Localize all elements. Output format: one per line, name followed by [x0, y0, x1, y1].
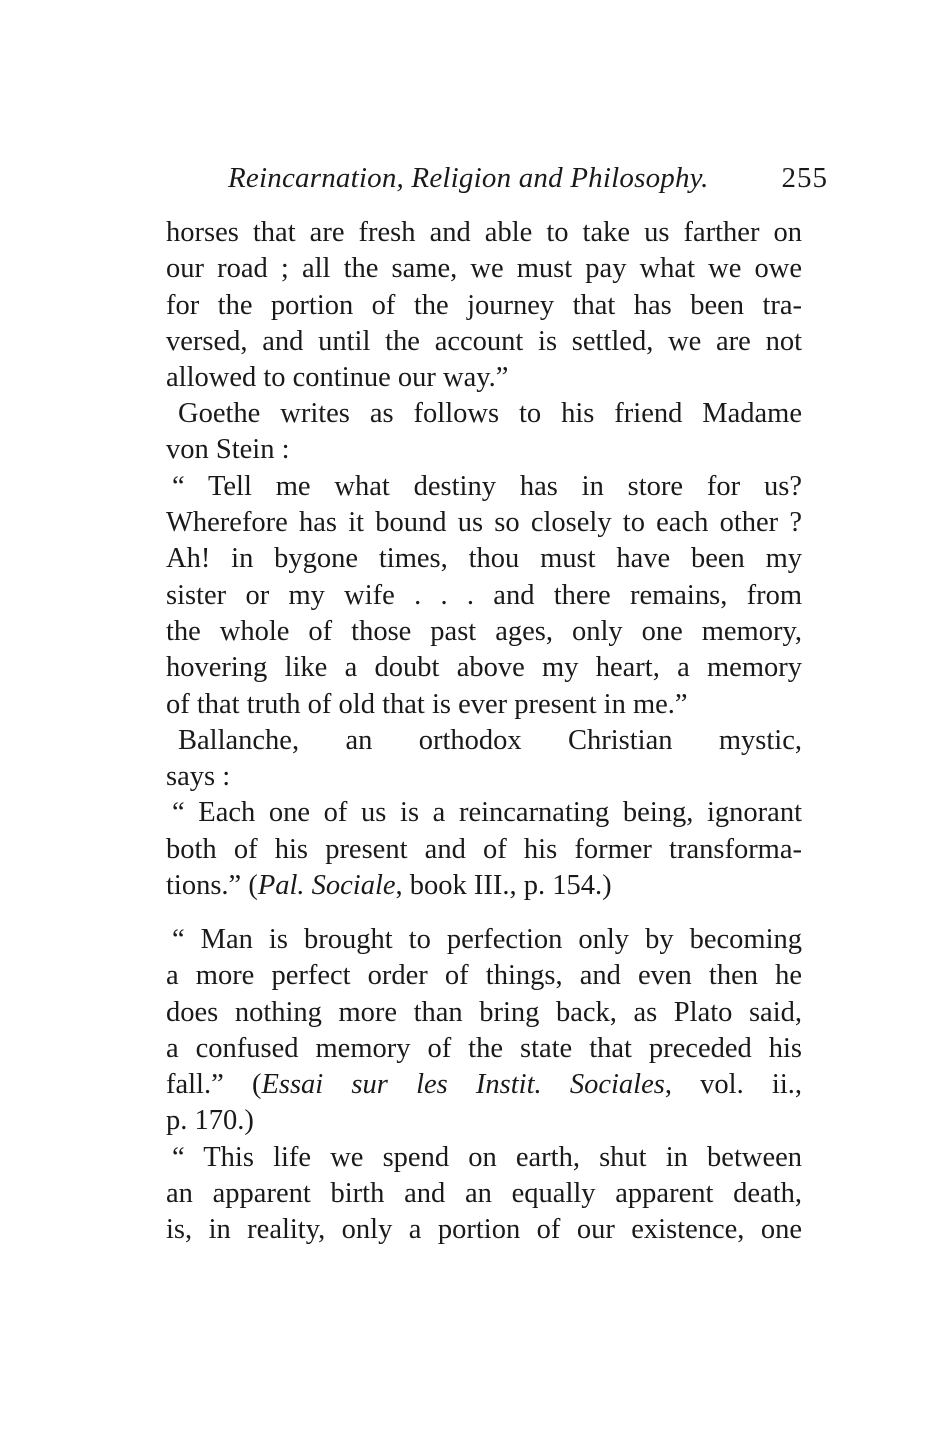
text-line: [178, 396, 802, 432]
text-line: [166, 868, 802, 904]
line-text: a more perfect order of things, and even then he: [166, 960, 802, 991]
line-text: horses that are fresh and able to take us farther on: [166, 217, 802, 248]
text-line: [166, 687, 802, 723]
text-line: [166, 1031, 802, 1067]
line-text: versed, and until the account is settled, we are not: [166, 326, 802, 357]
text-line: [166, 360, 802, 396]
page-number: 255: [781, 162, 828, 194]
line-text: allowed to continue our way.”: [166, 362, 509, 393]
text-line: [166, 288, 802, 324]
line-text: for the portion of the journey that has been tra-: [166, 290, 802, 321]
text-line: [172, 795, 802, 831]
text-line: [166, 251, 802, 287]
line-text: sister or my wife . . . and there remains, from: [166, 580, 802, 611]
text-line: [166, 324, 802, 360]
text-line: [178, 723, 802, 759]
text-line: [166, 1103, 802, 1139]
line-text: “ Each one of us is a reincarnating being, ignorant: [172, 797, 802, 828]
text-line: [166, 578, 802, 614]
running-title: Reincarnation, Religion and Philosophy.: [228, 162, 709, 194]
text-line: [166, 505, 802, 541]
line-text: both of his present and of his former transforma-: [166, 834, 802, 865]
text-line: [166, 541, 802, 577]
line-text: “ Man is brought to perfection only by becoming: [172, 924, 802, 955]
text-line: [166, 432, 802, 468]
line-text: von Stein :: [166, 434, 290, 465]
text-line: [166, 614, 802, 650]
text-line: [166, 759, 802, 795]
line-text: does nothing more than bring back, as Plato said,: [166, 997, 802, 1028]
citation-title: Essai sur les Instit. Sociales: [261, 1069, 665, 1100]
text-line: [166, 958, 802, 994]
line-text: “ This life we spend on earth, shut in between: [172, 1142, 802, 1173]
line-text: our road ; all the same, we must pay what we owe: [166, 253, 802, 284]
text-line: [166, 215, 802, 251]
line-text: hovering like a doubt above my heart, a memory: [166, 652, 802, 683]
line-text: “ Tell me what destiny has in store for us?: [172, 471, 802, 502]
line-text: an apparent birth and an equally apparent death,: [166, 1178, 802, 1209]
text-line: [166, 1067, 802, 1103]
text-line: [166, 1212, 802, 1248]
line-text: of that truth of old that is ever present in me.”: [166, 689, 688, 720]
line-text: fall.”: [166, 1069, 224, 1100]
text-line: [166, 1176, 802, 1212]
line-text: a confused memory of the state that preceded his: [166, 1033, 802, 1064]
line-text: Ballanche, an orthodox Christian mystic,: [178, 725, 802, 756]
line-text: Ah! in bygone times, thou must have been my: [166, 543, 802, 574]
line-text: the whole of those past ages, only one memory,: [166, 616, 802, 647]
page-header: [228, 158, 830, 198]
text-line: [172, 922, 802, 958]
text-line: [166, 650, 802, 686]
citation-title: Pal. Sociale: [257, 870, 396, 901]
text-line: [172, 469, 802, 505]
citation: (Essai sur les Instit. Sociales, vol. ii.,: [251, 1069, 802, 1100]
text-line: [166, 832, 802, 868]
line-text: Wherefore has it bound us so closely to each other ?: [166, 507, 802, 538]
text-line: [166, 995, 802, 1031]
text-line: [172, 1140, 802, 1176]
citation: (Pal. Sociale, book III., p. 154.): [248, 870, 612, 901]
line-text: p. 170.): [166, 1105, 254, 1136]
line-text: Goethe writes as follows to his friend Madame: [178, 398, 802, 429]
line-text: is, in reality, only a portion of our existence, one: [166, 1214, 802, 1245]
line-text: says :: [166, 761, 231, 792]
line-text: tions.”: [166, 870, 242, 901]
